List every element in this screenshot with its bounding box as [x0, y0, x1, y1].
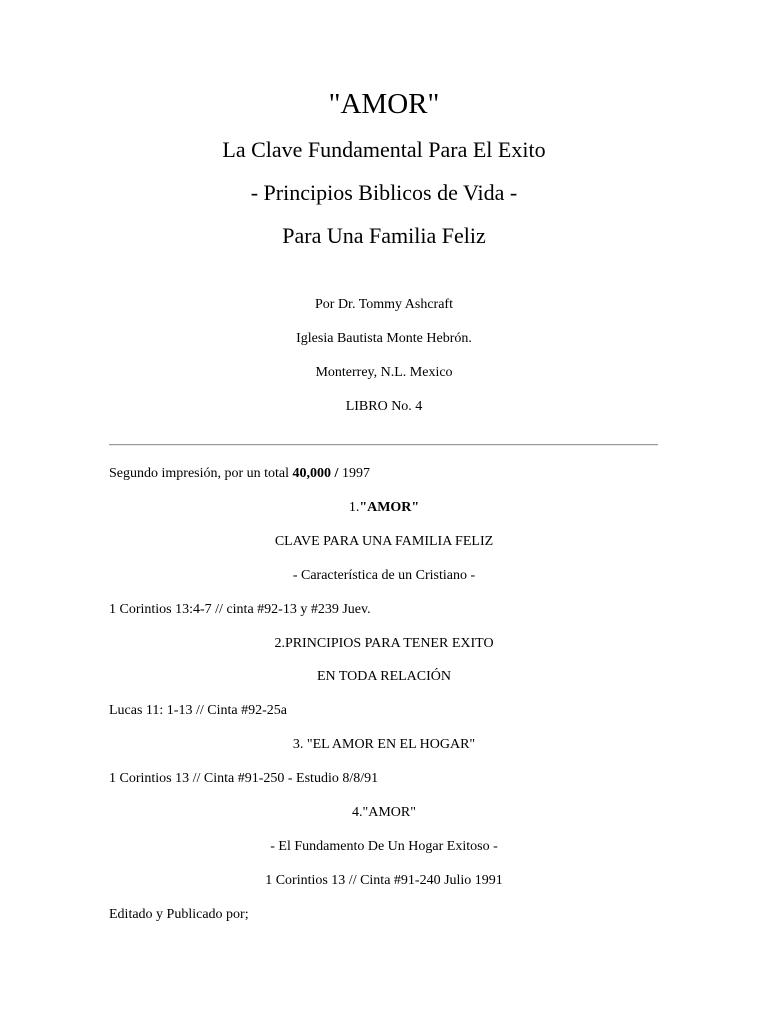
- location-line: Monterrey, N.L. Mexico: [315, 365, 453, 380]
- subtitle-principles: - Principios Biblicos de Vida -: [250, 180, 518, 205]
- subtitle-key: La Clave Fundamental Para El Exito: [222, 137, 546, 162]
- document-title: "AMOR": [328, 88, 440, 120]
- contents-item-3-reference: 1 Corintios 13 // Cinta #91-250 - Estudio 8/8/91: [109, 771, 379, 786]
- edition-prefix: Segundo impresión, por un total: [109, 466, 293, 481]
- contents-item-4-tagline: - El Fundamento De Un Hogar Exitoso -: [270, 839, 498, 854]
- item-title: "AMOR": [359, 500, 420, 515]
- edition-count: 40,000: [292, 466, 332, 481]
- contents-item-4-reference: 1 Corintios 13 // Cinta #91-240 Julio 1991: [265, 873, 503, 888]
- contents-item-3-title: 3. "EL AMOR EN EL HOGAR": [292, 737, 476, 752]
- author-line: Por Dr. Tommy Ashcraft: [315, 297, 453, 312]
- edition-line: [109, 467, 709, 481]
- book-number: LIBRO No. 4: [345, 399, 423, 414]
- contents-item-1-tagline: - Característica de un Cristiano -: [292, 568, 476, 583]
- publisher-line: Editado y Publicado por;: [109, 907, 249, 922]
- subtitle-family: Para Una Familia Feliz: [282, 223, 486, 248]
- church-line: Iglesia Bautista Monte Hebrón.: [296, 331, 472, 346]
- edition-year: 1997: [341, 466, 370, 481]
- contents-item-2-subtitle: EN TODA RELACIÓN: [316, 669, 452, 684]
- contents-item-1-reference: 1 Corintios 13:4-7 // cinta #92-13 y #239 Juev.: [109, 602, 371, 617]
- contents-item-1-title: [0, 501, 768, 515]
- contents-item-2-reference: Lucas 11: 1-13 // Cinta #92-25a: [109, 703, 287, 718]
- contents-item-4-title: 4."AMOR": [352, 805, 416, 820]
- edition-slash: /: [331, 466, 342, 481]
- item-number: 1.: [348, 500, 360, 515]
- contents-item-2-title: 2.PRINCIPIOS PARA TENER EXITO: [274, 636, 494, 651]
- horizontal-divider: [109, 444, 658, 446]
- contents-item-1-subtitle: CLAVE PARA UNA FAMILIA FELIZ: [274, 534, 494, 549]
